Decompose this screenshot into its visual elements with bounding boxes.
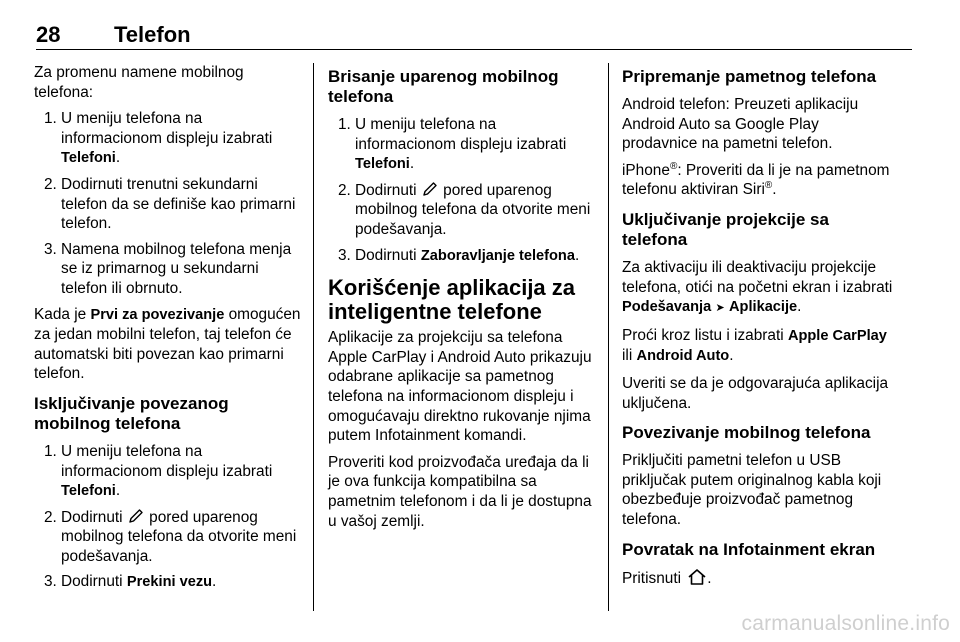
column-divider-2	[608, 63, 609, 611]
section-heading-prepare: Pripremanje pametnog telefona	[622, 67, 877, 86]
section-heading-disconnect: Isključivanje povezanog mobilnog telefona	[34, 393, 229, 433]
watermark: carmanualsonline.info	[741, 612, 950, 635]
list-item: 1. U meniju telefona na informacionom displeju izabrati Telefoni.	[338, 116, 567, 173]
list-item: 1. U meniju telefona na informacionom displeju izabrati Telefoni.	[44, 110, 273, 167]
list-item: 3. Dodirnuti Prekini vezu.	[44, 573, 217, 591]
page-header	[36, 24, 912, 50]
pencil-icon	[422, 181, 438, 197]
enable-projection-text: Za aktivaciju ili deaktivaciju projekcije telefona, otići na početni ekran i izabrati Podešavanja ➤ Aplikacije.	[622, 258, 893, 316]
section-heading-connect: Povezivanje mobilnog telefona	[622, 423, 871, 443]
list-item: 3. Namena mobilnog telefona menja se iz primarnog u sekundarni telefon ili obrnuto.	[44, 240, 292, 297]
header-title: Telefon	[114, 22, 191, 47]
disconnect-steps	[34, 442, 304, 593]
list-item: 2. Dodirnuti pored uparenog mobilnog telefona da otvorite meni podešavanja.	[338, 181, 591, 238]
android-instruction: Android telefon: Preuzeti aplikaciju Android Auto sa Google Play prodavnice na pametni telefon.	[622, 96, 859, 153]
list-item: 2. Dodirnuti trenutni sekundarni telefon da se definiše kao primarni telefon.	[44, 175, 296, 233]
return-text: Pritisnuti .	[622, 569, 712, 587]
auto-connect-note: Kada je Prvi za povezivanje omogućen za jedan mobilni telefon, taj telefon će automatski biti povezan kao primarni telefon.	[34, 305, 301, 383]
iphone-instruction: iPhone®: Proveriti da li je na pametnom telefonu aktiviran Siri®.	[622, 160, 890, 199]
list-item: 1. U meniju telefona na informacionom displeju izabrati Telefoni.	[44, 442, 273, 500]
verify-text: Uveriti se da je odgovarajuća aplikacija uključena.	[622, 374, 889, 412]
select-app-text: Proći kroz listu i izabrati Apple CarPlay ili Android Auto.	[622, 326, 887, 365]
intro-text: Za promenu namene mobilnog telefona:	[34, 64, 244, 101]
compatibility-note: Proveriti kod proizvođača uređaja da li je ova funkcija kompatibilna sa pametnim telefonom i da li je dostupna u vašoj zemlji.	[328, 453, 592, 530]
projection-description: Aplikacije za projekciju sa telefona Apple CarPlay i Android Auto prikazuju odabrane aplikacije sa pametnog telefona na informacionom displeju i omogućavaju direktno rukovanje njima putem Infotainment komandi.	[328, 329, 592, 445]
section-heading-delete: Brisanje uparenog mobilnog telefona	[328, 67, 559, 106]
list-item: 2. Dodirnuti pored uparenog mobilnog telefona da otvorite meni podešavanja.	[44, 508, 297, 565]
delete-steps	[328, 115, 600, 266]
pencil-icon	[128, 508, 144, 524]
column-2	[328, 63, 600, 538]
list-item: 3. Dodirnuti Zaboravljanje telefona.	[338, 246, 580, 264]
connect-text: Priključiti pametni telefon u USB priključak putem originalnog kabla koji obezbeđuje proizvođač pametnog telefona.	[622, 452, 882, 528]
column-1	[34, 63, 304, 599]
column-divider-1	[313, 63, 314, 611]
column-3	[622, 63, 894, 595]
page-number: 28	[36, 22, 61, 47]
arrow-right-icon: ➤	[715, 302, 725, 315]
section-heading-enable-projection: Uključivanje projekcije sa telefona	[622, 209, 829, 249]
change-role-steps	[34, 109, 304, 298]
section-heading-return: Povratak na Infotainment ekran	[622, 539, 876, 559]
section-title-smartphone-apps: Korišćenje aplikacija za inteligentne telefone	[328, 275, 576, 325]
home-icon	[687, 568, 707, 586]
